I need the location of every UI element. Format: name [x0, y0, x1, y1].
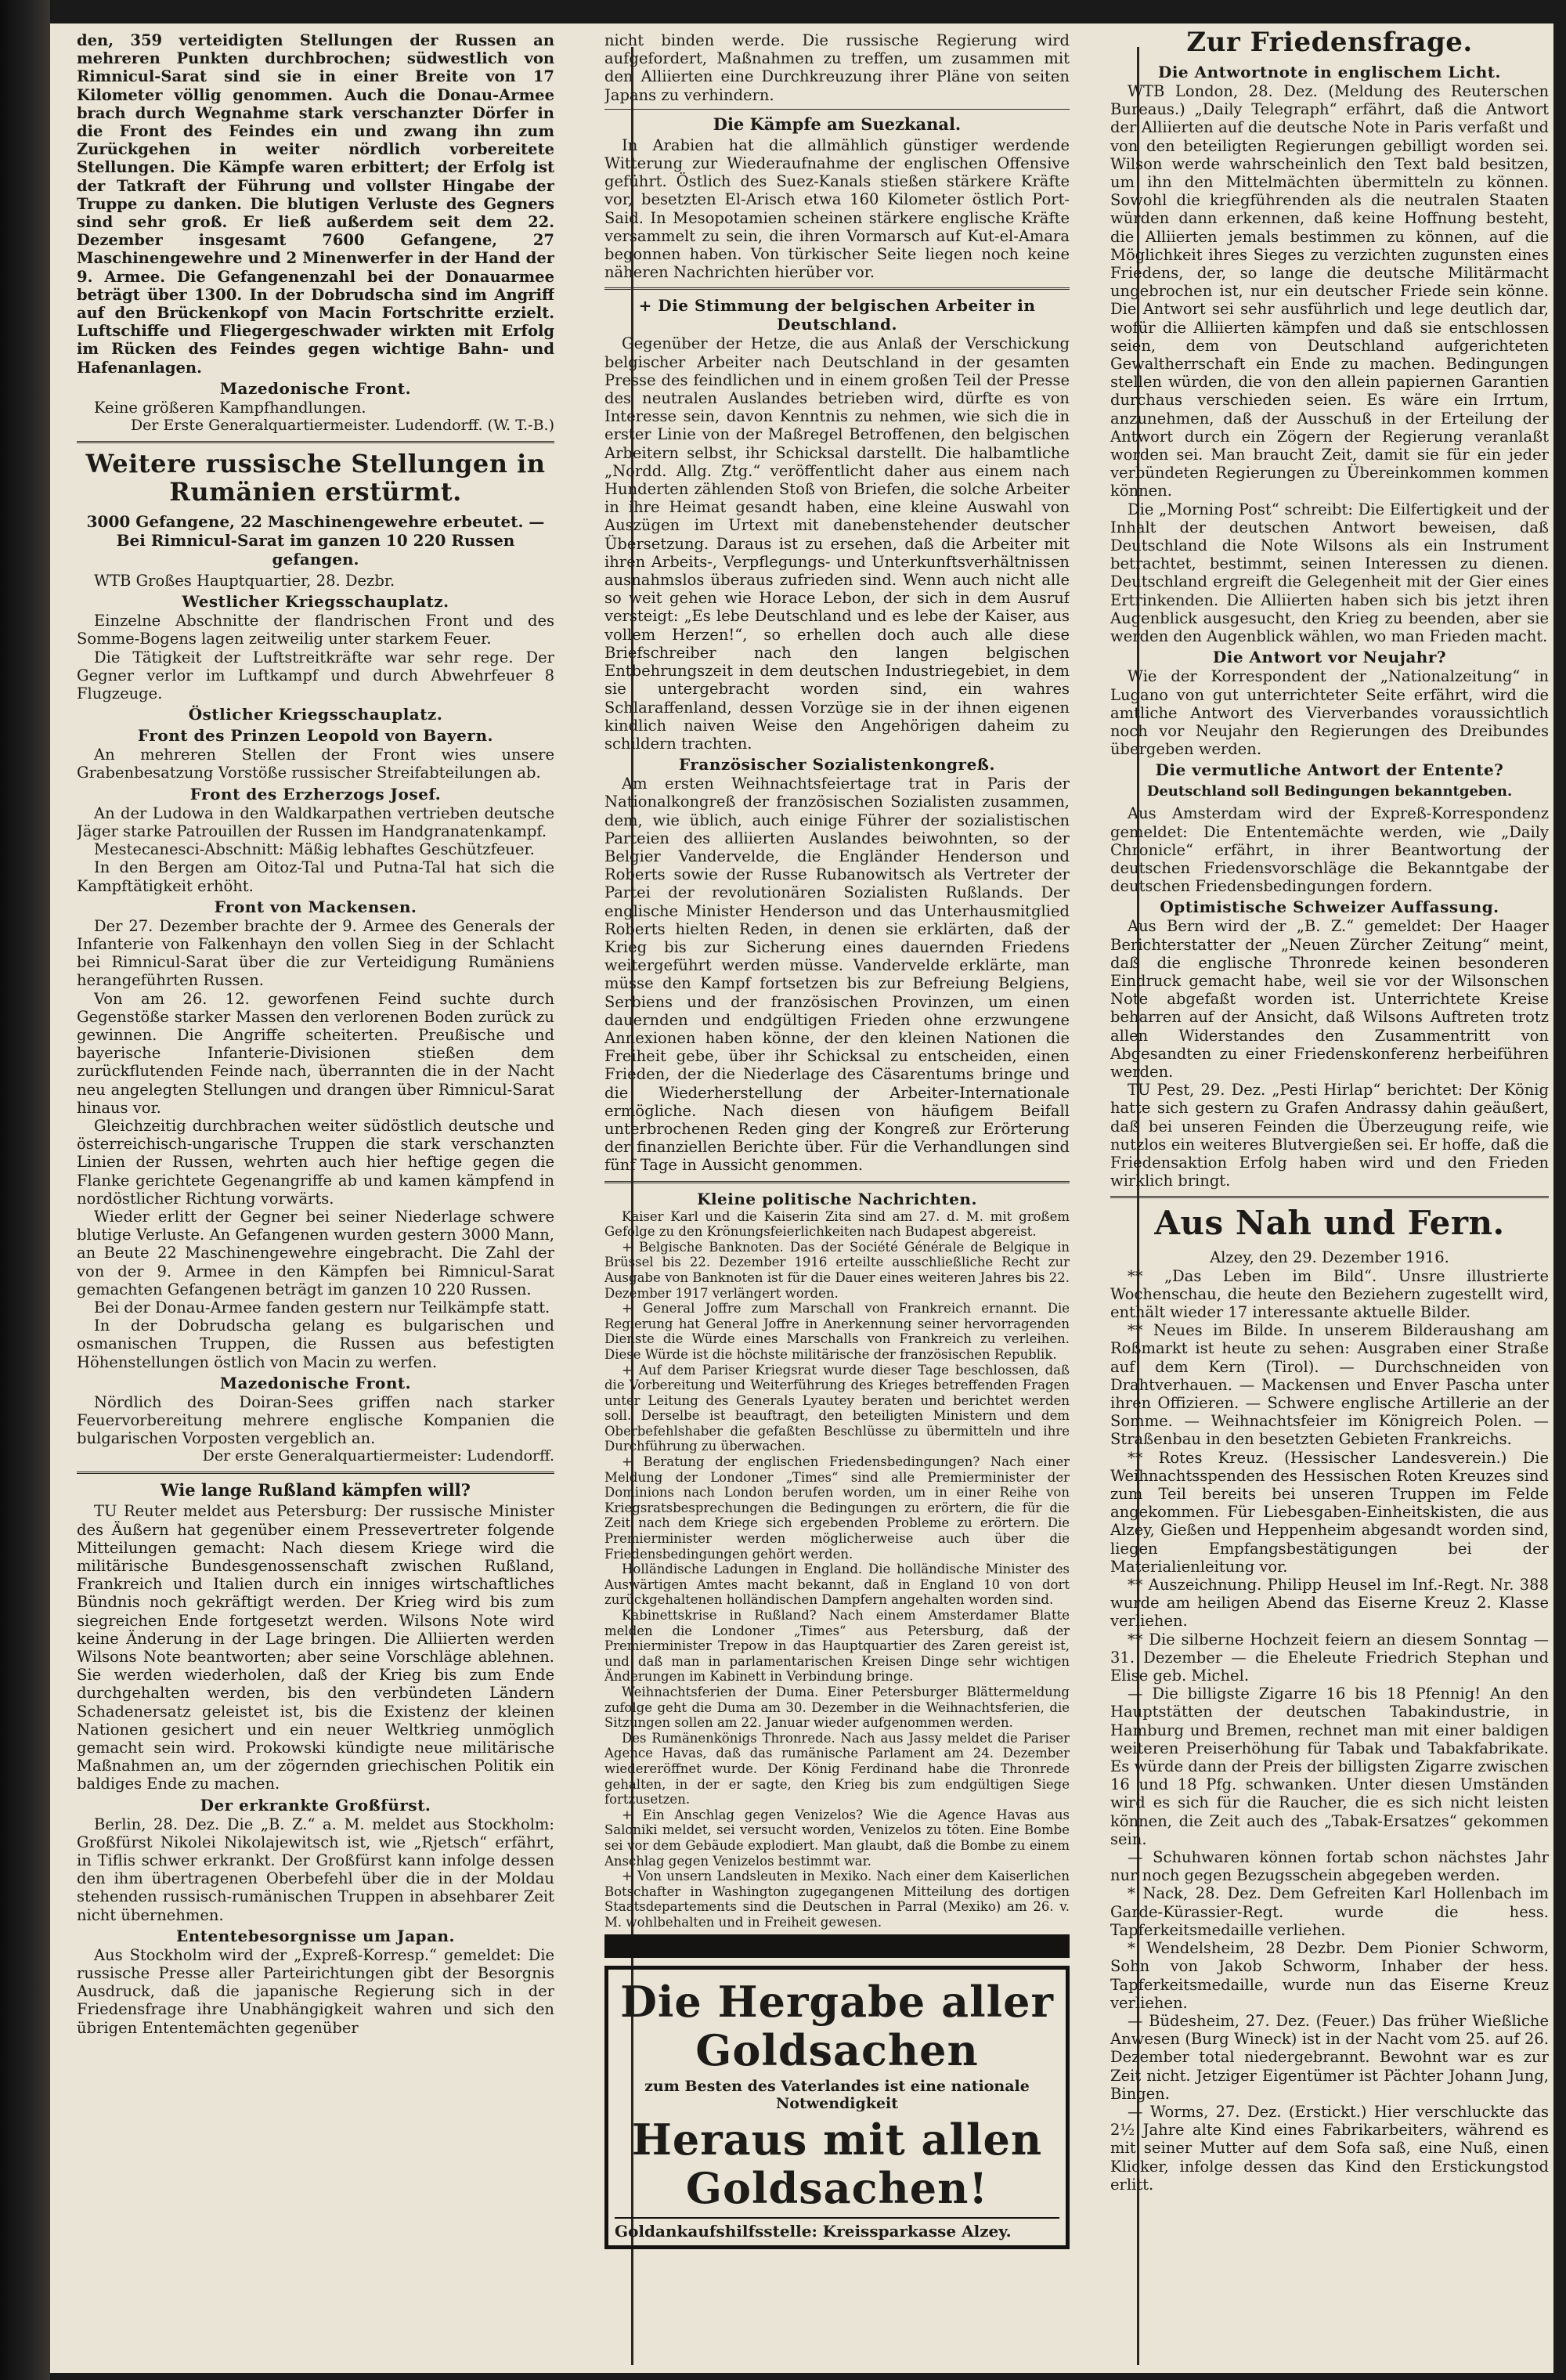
news-item: Kabinettskrise in Rußland? Nach einem Amsterdamer Blatte melden die Londoner „Times“ aus Petersburg, daß der Premierminister Trepow in das Hauptquartier des Zaren gereist ist, und daß man in parlamentarischen Kreisen Dinge sehr wichtigen Änderungen im Kabinett in Verbindung bringe. [604, 1608, 1070, 1685]
news-item: + Ein Anschlag gegen Venizelos? Wie die Agence Havas aus Saloniki meldet, sei versucht worden, Venizelos zu töten. Eine Bombe sei vor dem Gebäude explodiert. Man glaubt, daß die Bombe zu einem Anschlag gegen Venizelos bestimmt war. [604, 1807, 1070, 1869]
separator [1110, 1196, 1549, 1198]
separator [604, 1181, 1070, 1183]
article-title: + Die Stimmung der belgischen Arbeiter in Deutschland. [638, 296, 1036, 334]
section-title: Kleine politische Nachrichten. [697, 1189, 977, 1208]
paragraph: Die „Morning Post“ schreibt: Die Eilfertigkeit und der Inhalt der deutschen Antwort beweisen, daß Deutschland die Note Wilsons als ein Instrument betrachtet, bestimmt, seinen Interessen zu dienen. Deutschland ergreift die Gelegenheit mit der Gier eines Ertrinkenden. Die Alliierten haben sich bis jetzt ihren Augenblick ausgesucht, den Krieg zu beenden, aber sie werden den Augenblick wählen, wo man Frieden macht. [1110, 500, 1549, 646]
paragraph: Bei der Donau-Armee fanden gestern nur Teilkämpfe statt. [94, 1298, 550, 1316]
paragraph: Gleichzeitig durchbrachen weiter südöstlich deutsche und österreichisch-ungarische Truppen die stark verschanzten Linien der Russen, wehrten auch hier heftige gegen die Flanke gerichtete Gegenangriffe ab und kamen kämpfend in nordöstlicher Richtung vorwärts. [77, 1116, 554, 1208]
local-news-item: ** Auszeichnung. Philipp Heusel im Inf.-Regt. Nr. 388 wurde am heiligen Abend das Eiserne Kreuz 2. Klasse verliehen. [1110, 1576, 1549, 1631]
separator [604, 109, 1070, 110]
paragraph: Nördlich des Doiran-Sees griffen nach starker Feuervorbereitung mehrere englische Kompanien die bulgarischen Vorposten vergeblich an. [77, 1392, 554, 1448]
paragraph: TU Reuter meldet aus Petersburg: Der russische Minister des Äußern hat gegenüber einem Pressevertreter folgende Mitteilungen gemacht: Nach diesem Kriege wird die militärische Bundesgenossenschaft zwischen Rußland, Frankreich und Italien durch ein inniges wirtschaftliches Bündnis noch gekräftigt werden. Der Krieg wird bis zum siegreichen Ende fortgesetzt werden. Wilsons Note wird keine Änderung in der Lage bringen. Die Alliierten werden Wilsons Note beantworten; aber seine Vorschläge ablehnen. Sie werden wiederholen, daß der Krieg bis zum Ende durchgehalten werden, bis den verbündeten Ländern Schadenersatz geleistet ist, bis die Existenz der kleinen Nationen gesichert und ein neuer Weltkrieg unmöglich gemacht sein wird. Prokowski kündigte neue militärische Maßnahmen an, um der zögernden griechischen Politik ein baldiges Ende zu machen. [77, 1502, 554, 1793]
separator [604, 287, 1070, 290]
paragraph: TU Pest, 29. Dez. „Pesti Hirlap“ berichtet: Der König hatte sich gestern zu Grafen Andrassy dahin geäußert, daß bei unseren Feinden die Überzeugung reife, wie nutzlos ein weiteres Blutvergießen sei. Er hoffe, daß die Friedensaktion Erfolg haben wird und den Frieden wirklich bringt. [1110, 1081, 1549, 1190]
section-title: Die Antwort vor Neujahr? [1212, 648, 1447, 667]
headline: Weitere russische Stellungen in Rumänien erstürmt. [85, 449, 546, 507]
paragraph: Von am 26. 12. geworfenen Feind suchte durch Gegenstöße starker Massen den verlorenen Boden zurück zu gewinnen. Die Angriffe scheiterten. Preußische und bayerische Infanterie-Divisionen stießen dem zurückflutenden Feinde nach, überrannten die in der Nacht neu angelegten Stellungen und drangen über Rimnicul-Sarat hinaus vor. [77, 989, 554, 1117]
column-1 [77, 31, 554, 2372]
ad-headline: Die Hergabe aller Goldsachen [620, 1977, 1054, 2076]
separator [77, 441, 554, 443]
local-news-item: — Worms, 27. Dez. (Erstickt.) Hier verschluckte das 2½ Jahre alte Kind eines Fabrikarbeiters, während es mit seiner Mutter auf dem Sofa saß, eine Nuß, einen Klicker, infolge dessen das Kind den Erstickungstod erlitt. [1110, 2102, 1549, 2194]
news-item: Kaiser Karl und die Kaiserin Zita sind am 27. d. M. mit großem Gefolge zu den Krönungsfeierlichkeiten nach Budapest abgereist. [604, 1208, 1070, 1240]
paragraph: Die Tätigkeit der Luftstreitkräfte war sehr rege. Der Gegner verlor im Luftkampf und durch Abwehrfeuer 8 Flugzeuge. [77, 648, 554, 703]
local-news-item: ** Die silberne Hochzeit feiern an diesem Sonntag — 31. Dezember — die Eheleute Friedrich Stephan und Elise geb. Michel. [1110, 1630, 1549, 1685]
paragraph: Aus Stockholm wird der „Expreß-Korresp.“ gemeldet: Die russische Presse aller Parteirichtungen gibt der Besorgnis Ausdruck, daß die japanische Regierung sich in der Friedensfrage ihre Unabhängigkeit wahren und sich den übrigen Ententemächten gegenüber [77, 1945, 554, 2037]
paragraph: Aus Amsterdam wird der Expreß-Korrespondenz gemeldet: Die Ententemächte werden, wie „Daily Chronicle“ erfährt, in ihrer Beantwortung der deutschen Friedensvorschläge die Bekanntgabe der deutschen Friedensbedingungen fordern. [1110, 804, 1549, 896]
news-item: + Belgische Banknoten. Das der Société Générale de Belgique in Brüssel bis 22. Dezember 1916 erteilte ausschließliche Recht zur Ausgabe von Banknoten ist für die Dauer eines weiteren Jahres bis 22. Dezember 1917 verlängert worden. [604, 1239, 1070, 1301]
local-news-item: ** Rotes Kreuz. (Hessischer Landesverein.) Die Weihnachtsspenden des Hessischen Roten Kreuzes sind zum Teil bereits bei unseren Truppen im Felde angekommen. Für Liebesgaben-Einheitskisten, die aus Alzey, Gießen und Heppenheim abgesandt worden sind, liegen Empfangsbestätigungen bei der Materialienleitung vor. [1110, 1448, 1549, 1576]
paragraph: In Arabien hat die allmählich günstiger werdende Witterung zur Wiederaufnahme der englischen Offensive geführt. Östlich des Suez-Kanals stießen stärkere Kräfte vor, besetzten El-Arisch etwa 160 Kilometer östlich Port-Said. In Mesopotamien scheinen stärkere englische Kräfte versammelt zu sein, die ihren Vormarsch auf Kut-el-Amara begonnen haben. Von türkischer Seite liegen noch keine näheren Nachrichten hierüber vor. [604, 135, 1070, 282]
section-title: Mazedonische Front. [219, 378, 412, 398]
section-title: Front von Mackensen. [214, 897, 417, 916]
paragraph: Am ersten Weihnachtsfeiertage trat in Paris der Nationalkongreß der französischen Sozialisten zusammen, dem, wie üblich, auch einige Führer der sozialistischen Parteien des alliierten Auslandes beiwohnten, so der Belgier Vandervelde, die Engländer Henderson und Roberts sowie der Russe Rubanowitsch als Vertreter der Partei der revolutionären Sozialisten Rußlands. Der englische Minister Henderson und das Unterhausmitglied Roberts hielten Reden, in denen sie erklärten, daß der Krieg bis zur Sicherung eines dauernden Friedens weitergeführt werden müsse. Vandervelde erklärte, man müsse den Kampf fortsetzen bis zur Befreiung Belgiens, Serbiens und der französischen Provinzen, um einen dauernden und endgültigen Frieden ohne erzwungene Annexionen haben könne, der den kleinen Nationen die Freiheit gebe, über ihr Schicksal zu entscheiden, einen Frieden, der die Niederlage des Cäsarentums bringe und die Wiederherstellung der Arbeiter-Internationale ermögliche. Nach diesen von häufigem Beifall unterbrochenen Reden ging der Kongreß zur Erörterung der finanziellen Berichte über. Für die Verhandlungen sind fünf Tage in Aussicht genommen. [604, 775, 1070, 1175]
paragraph: Wieder erlitt der Gegner bei seiner Niederlage schwere blutige Verluste. An Gefangenen wurden gestern 3000 Mann, an Beute 22 Maschinengewehre eingebracht. Die Zahl der von der 9. Armee in den Kämpfen bei Rimnicul-Sarat gemachten Gefangenen beträgt im ganzen 10 220 Russen. [77, 1207, 554, 1298]
news-item: Holländische Ladungen in England. Die holländische Minister des Auswärtigen Amtes macht bekannt, daß in England 10 von dort zurückgehaltenen holländischen Dampfern angehalten worden sind. [604, 1562, 1070, 1608]
column-headline: Zur Friedensfrage. [1186, 27, 1473, 58]
paragraph: Gegenüber der Hetze, die aus Anlaß der Verschickung belgischer Arbeiter nach Deutschland in der gesamten Presse des feindlichen und in einem großen Teil der Presse des neutralen Auslandes betrieben wird, dürfte es von Interesse sein, davon Kenntnis zu nehmen, wie sich die in erster Linie von der Maßregel Betroffenen, den belgischen Arbeitern selbst, ihr Schicksal darstellt. Die halbamtliche „Nordd. Allg. Ztg.“ veröffentlicht daher aus einem nach Hunderten zählenden Stoß von Briefen, die solche Arbeiter in ihre Heimat gesandt haben, eine kleine Auswahl von Auszügen im Urtext mit danebenstehender deutscher Übersetzung. Daraus ist zu ersehen, daß die Arbeiter mit ihren Arbeits-, Verpflegungs- und Unterkunftsverhältnissen ausnahmslos überaus zufrieden sind. Wenn auch nicht alle so weit gehen wie Horace Lebon, der sich in dem Ausruf versteigt: „Es lebe Deutschland und es lebe der Kaiser, aus vollem Herzen!“, so erhellen doch auch alle diese Briefschreiber nach den langen belgischen Entbehrungszeit in dem deutschen Industriegebiet, in dem sie untergebracht worden sind, ein wahres Schlaraffenland, dessen Vorzüge sie in der ihnen eigenen kindlich naiven Weise den Angehörigen daheim zu schildern trachten. [604, 334, 1070, 753]
signature: Der Erste Generalquartiermeister. Ludendorff. (W. T.-B.) [130, 417, 554, 435]
news-item: + Beratung der englischen Friedensbedingungen? Nach einer Meldung der Londoner „Times“ sind alle Premierminister der Dominions nach London berufen worden, um in einer Reihe von Kriegsratsbesprechungen die Bedingungen zu erörtern, die für die Zeit nach dem Kriege sich ergebenden Probleme zu erörtern. Die Premierminister werden möglicherweise auch über die Friedensbedingungen gehört werden. [604, 1454, 1070, 1562]
paragraph: Mestecanesci-Abschnitt: Mäßig lebhaftes Geschützfeuer. [94, 840, 535, 859]
paragraph: An mehreren Stellen der Front wies unsere Grabenbesatzung Vorstöße russischer Streifabteilungen ab. [77, 746, 554, 782]
column-3 [1110, 23, 1549, 2372]
section-title: Front des Erzherzogs Josef. [189, 784, 442, 804]
book-binding [0, 0, 50, 2380]
paragraph: An der Ludowa in den Waldkarpathen vertrieben deutsche Jäger starke Patrouillen der Russen im Handgranatenkampf. [77, 804, 554, 840]
paragraph: nicht binden werde. Die russische Regierung wird aufgefordert, Maßnahmen zu treffen, um zusammen mit den Alliierten eine Durchkreuzung ihrer Pläne von seiten Japans zu verhindern. [604, 31, 1070, 104]
gold-advertisement [604, 1966, 1070, 2249]
news-item: Des Rumänenkönigs Thronrede. Nach aus Jassy meldet die Pariser Agence Havas, daß das rumänische Parlament am 24. Dezember wiedereröffnet wurde. Der König Ferdinand habe die Thronrede gehalten, in der er sagte, den Krieg bis zum endgültigen Siege fortzusetzen. [604, 1730, 1070, 1808]
section-title: Mazedonische Front. [219, 1373, 412, 1392]
article-title: Wie lange Rußland kämpfen will? [161, 1480, 471, 1501]
paragraph: WTB London, 28. Dez. (Meldung des Reuterschen Bureaus.) „Daily Telegraph“ erfährt, daß die Antwort der Alliierten auf die deutsche Note in Paris verfaßt und von den beteiligten Regierungen gebilligt worden sei. Wilson werde wahrscheinlich den Text bald besitzen, um ihn den Mittelmächten übermitteln zu können. Sowohl die kriegführenden als die neutralen Staaten würden dann erkennen, daß keine Hoffnung besteht, die Alliierten jemals bestimmen zu können, auf die Möglichkeit ihres Sieges zu verzichten zugunsten eines Friedens, der, so lange die deutsche Militärmacht ungebrochen ist, nur ein deutscher Friede sein könne. Die Antwort sei sehr ausführlich und lege deutlich dar, wofür die Alliierten kämpfen und daß sie entschlossen seien, dem von Deutschland aufgerichteten Gewaltherrschaft ein Ende zu machen. Bedingungen stellen würden, die von den allein papiernen Garantien durchaus verschieden seien. Es wäre ein Irrtum, anzunehmen, daß der Ausschuß in der Erteilung der Antwort durch ein Zögern der Regierung veranlaßt worden sei. Man braucht Zeit, damit sie für ein jeder verbündeten Regierungen zu Übereinkommen kommen können. [1110, 82, 1549, 500]
news-item: + Auf dem Pariser Kriegsrat wurde dieser Tage beschlossen, daß die Vorbereitung und Weiterführung des Krieges betreffenden Fragen unter Leitung des Generals Lyautey beraten und berichtet werden soll. Derselbe ist beauftragt, den beteiligten Ministern und dem Oberbefehlshaber die gefaßten Beschlüsse zu übermitteln und ihre Durchführung zu überwachen. [604, 1362, 1070, 1454]
dateline: WTB Großes Hauptquartier, 28. Dezbr. [94, 572, 395, 590]
local-news-item: — Die billigste Zigarre 16 bis 18 Pfennig! An den Hauptstätten der deutschen Tabakindustrie, in Hamburg und Bremen, rechnet man mit einer baldigen weiteren Preiserhöhung für Tabak und Tabakfabrikate. Es würde dann der Preis der billigsten Zigarre zwischen 16 und 18 Pfg. schwanken. Unter diesen Umständen wird es sich für die Raucher, die es sich nicht leisten können, die Zeit auch des „Tabak-Ersatzes“ gekommen sein. [1110, 1685, 1549, 1848]
section-title: Die Antwortnote in englischem Licht. [1157, 63, 1502, 81]
local-news-item: ** „Das Leben im Bild“. Unsre illustrierte Wochenschau, die heute den Beziehern zugestellt wird, enthält wieder 17 interessante aktuelle Bilder. [1110, 1266, 1549, 1321]
paragraph: Einzelne Abschnitte der flandrischen Front und des Somme-Bogens lagen zeitweilig unter starkem Feuer. [77, 612, 554, 648]
local-news-item: * Wendelsheim, 28 Dezbr. Dem Pionier Schworm, Sohn von Jakob Schworm, Inhaber der hess. Tapferkeitsmedaille, wurde nun das Eiserne Kreuz verliehen. [1110, 1939, 1549, 2012]
ad-subline: zum Besten des Vaterlandes ist eine nationale Notwendigkeit [644, 2078, 1030, 2113]
local-news-item: — Schuhwaren können fortab schon nächstes Jahr nur noch gegen Bezugsschein abgegeben werden. [1110, 1848, 1549, 1885]
section-title: Östlicher Kriegsschauplatz. [188, 705, 443, 724]
section-title: Front des Prinzen Leopold von Bayern. [138, 726, 493, 746]
news-item: Weihnachtsferien der Duma. Einer Petersburger Blättermeldung zufolge geht die Duma am 30. Dezember in die Weihnachtsferien, die Sitzungen sollen am 22. Januar wieder aufgenommen werden. [604, 1684, 1070, 1731]
paragraph: In den Bergen am Oitoz-Tal und Putna-Tal hat sich die Kampftätigkeit erhöht. [77, 858, 554, 895]
section-title: Der erkrankte Großfürst. [200, 1795, 431, 1815]
ad-footer: Goldankaufshilfsstelle: Kreissparkasse Alzey. [615, 2217, 1059, 2241]
section-title: Ententebesorgnisse um Japan. [176, 1926, 455, 1945]
subheadline: 3000 Gefangene, 22 Maschinengewehre erbeutet. — Bei Rimnicul-Sarat im ganzen 10 220 Russen gefangen. [86, 512, 545, 569]
column-headline: Aus Nah und Fern. [1154, 1204, 1505, 1243]
news-item: + General Joffre zum Marschall von Frankreich ernannt. Die Regierung hat General Joffre in Anerkennung seiner hervorragenden Dienste die Würde eines Marschalls von Frankreich zu verleihen. Diese Würde ist die höchste militärische der französischen Republik. [604, 1301, 1070, 1362]
paragraph: Wie der Korrespondent der „Nationalzeitung“ in Lugano von gut unterrichteter Seite erfährt, wird die amtliche Antwort des Vierverbandes voraussichtlich noch vor Neujahr den Regierungen des Dreibundes übergeben werden. [1110, 667, 1549, 759]
paragraph: In der Dobrudscha gelang es bulgarischen und osmanischen Truppen, die Russen aus befestigten Höhenstellungen östlich von Macin zu werfen. [77, 1316, 554, 1371]
paragraph: Aus Bern wird der „B. Z.“ gemeldet: Der Haager Berichterstatter der „Neuen Zürcher Zeitung“ meint, daß die englische Thronrede keinen besonderen Eindruck gemacht habe, weil sie vor der Wilsonschen Note abgefaßt worden ist. Unterrichtete Kreise beharren auf der Ansicht, daß Wilsons Auftreten trotz allen Widerstandes den Zusammentritt von Abgesandten zu einer Friedenskonferenz herbeiführen werden. [1110, 917, 1549, 1081]
section-title: Optimistische Schweizer Auffassung. [1160, 897, 1499, 917]
signature: Der erste Generalquartiermeister: Ludendorff. [202, 1447, 554, 1465]
article-title: Die Kämpfe am Suezkanal. [713, 114, 962, 134]
section-title: Die vermutliche Antwort der Entente? [1155, 760, 1504, 780]
local-news-item: — Büdesheim, 27. Dez. (Feuer.) Das früher Wießliche Anwesen (Burg Wineck) ist in der Nacht vom 25. auf 26. Dezember total niedergebrannt. Bewohnt war es zur Zeit nicht. Jetziger Eigentümer ist Pächter Johann Jung, Bingen. [1110, 2011, 1549, 2103]
ad-bar [604, 1934, 1070, 1958]
paragraph: Keine größeren Kampfhandlungen. [94, 398, 366, 417]
local-news-item: * Nack, 28. Dez. Dem Gefreiten Karl Hollenbach im Garde-Kürassier-Regt. wurde die hess. Tapferkeitsmedaille verliehen. [1110, 1884, 1549, 1939]
dateline: Alzey, den 29. Dezember 1916. [1210, 1248, 1449, 1267]
local-news-item: ** Neues im Bilde. In unserem Bilderaushang am Roßmarkt ist heute zu sehen: Ausgraben einer Straße auf dem Kern (Tirol). — Durchschneiden von Drahtverhauen. — Mackensen und Enver Pascha unter ihren Offizieren. — Schwere englische Artillerie an der Somme. — Weihnachtsfeier im Königreich Polen. — Straßenbau in den besetzten Gebieten Frankreichs. [1110, 1321, 1549, 1449]
section-title: Französischer Sozialistenkongreß. [679, 755, 995, 775]
section-title: Westlicher Kriegsschauplatz. [182, 592, 449, 612]
paragraph: Berlin, 28. Dez. Die „B. Z.“ a. M. meldet aus Stockholm: Großfürst Nikolei Nikolajewitsch ist, wie „Rjetsch“ erfährt, in Tiflis schwer erkrankt. Der Großfürst kann infolge dessen den ihm übertragenen Oberbefehl über die in der Moldau stehenden russisch-rumänischen Truppen in absehbarer Zeit nicht übernehmen. [77, 1815, 554, 1924]
news-item: + Von unsern Landsleuten in Mexiko. Nach einer dem Kaiserlichen Botschafter in Washington zugegangenen Mitteilung des dortigen Staatsdepartements sind die Deutschen in Parral (Mexiko) am 26. v. M. wohlbehalten und in Freiheit gewesen. [604, 1869, 1070, 1930]
separator [77, 1472, 554, 1474]
column-2 [604, 31, 1070, 2372]
paragraph: Der 27. Dezember brachte der 9. Armee des Generals der Infanterie von Falkenhayn den vollen Sieg in der Schlacht bei Rimnicul-Sarat über die zur Verteidigung Rumäniens herangeführten Russen. [77, 916, 554, 990]
intro-text: den, 359 verteidigten Stellungen der Russen an mehreren Punkten durchbrochen; südwestlich von Rimnicul-Sarat sind sie in einer Breite von 17 Kilometer völlig genommen. Auch die Donau-Armee brach durch Wegnahme stark verschanzter Dörfer in die Front des Feindes ein und zwang ihn zum Zurückgehen in weiter nördlich vorbereitete Stellungen. Die Kämpfe waren erbittert; der Erfolg ist der Tatkraft der Führung und vollster Hingabe der Truppe zu danken. Die blutigen Verluste des Gegners sind sehr groß. Er ließ außerdem seit dem 22. Dezember insgesamt 7600 Gefangene, 27 Maschinengewehre und 2 Minenwerfer in der Hand der 9. Armee. Die Gefangenenzahl bei der Donauarmee beträgt über 1300. In der Dobrudscha sind im Angriff auf den Brückenkopf von Macin Fortschritte erzielt. Luftschiffe und Fliegergeschwader wirkten mit Erfolg im Rücken des Feindes gegen wichtige Bahn- und Hafenanlagen. [77, 31, 554, 377]
lead-line: Deutschland soll Bedingungen bekanntgeben. [1146, 783, 1513, 800]
ad-call: Heraus mit allen Goldsachen! [631, 2115, 1043, 2214]
